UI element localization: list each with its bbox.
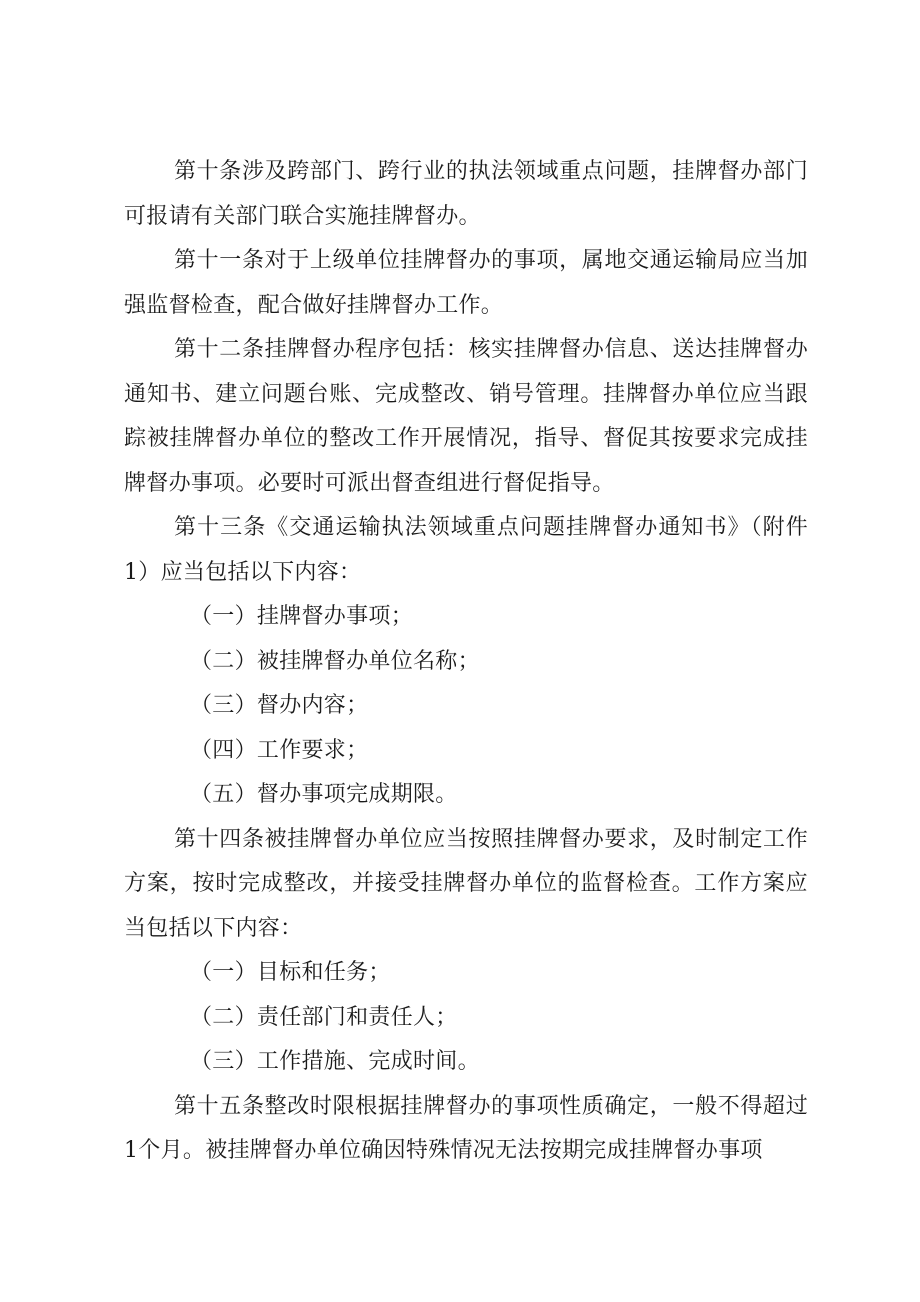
article-14-item-1: （一）目标和任务； <box>190 960 391 985</box>
article-11-paragraph: 第十一条对于上级单位挂牌督办的事项，属地交通运输局应当加强监督检查，配合做好挂牌督办工作。 <box>124 248 808 318</box>
article-14-item-2: （二）责任部门和责任人； <box>190 1004 458 1030</box>
article-10-paragraph: 第十条涉及跨部门、跨行业的执法领域重点问题，挂牌督办部门可报请有关部门联合实施挂牌督办。 <box>124 159 808 229</box>
article-13-item-4: （四）工作要求； <box>190 737 369 763</box>
article-13-paragraph: 第十三条《交通运输执法领域重点问题挂牌督办通知书》（附件1）应当包括以下内容： <box>124 515 808 585</box>
document-body <box>124 150 808 1174</box>
article-15-paragraph: 第十五条整改时限根据挂牌督办的事项性质确定，一般不得超过1个月。被挂牌督办单位确因特殊情况无法按期完成挂牌督办事项 <box>124 1093 808 1163</box>
article-13-item-5: （五）督办事项完成期限。 <box>190 782 458 807</box>
article-14-paragraph: 第十四条被挂牌督办单位应当按照挂牌督办要求，及时制定工作方案，按时完成整改，并接受挂牌督办单位的监督检查。工作方案应当包括以下内容： <box>124 826 808 941</box>
article-12-paragraph: 第十二条挂牌督办程序包括：核实挂牌督办信息、送达挂牌督办通知书、建立问题台账、完成整改、销号管理。挂牌督办单位应当跟踪被挂牌督办单位的整改工作开展情况，指导、督促其按要求完成挂牌督办事项。必要时可派出督查组进行督促指导。 <box>124 337 808 496</box>
article-13-item-2: （二）被挂牌督办单位名称； <box>190 648 480 674</box>
article-13-item-3: （三）督办内容； <box>190 693 369 718</box>
article-13-item-1: （一）挂牌督办事项； <box>190 604 414 629</box>
article-14-item-3: （三）工作措施、完成时间。 <box>190 1049 480 1074</box>
